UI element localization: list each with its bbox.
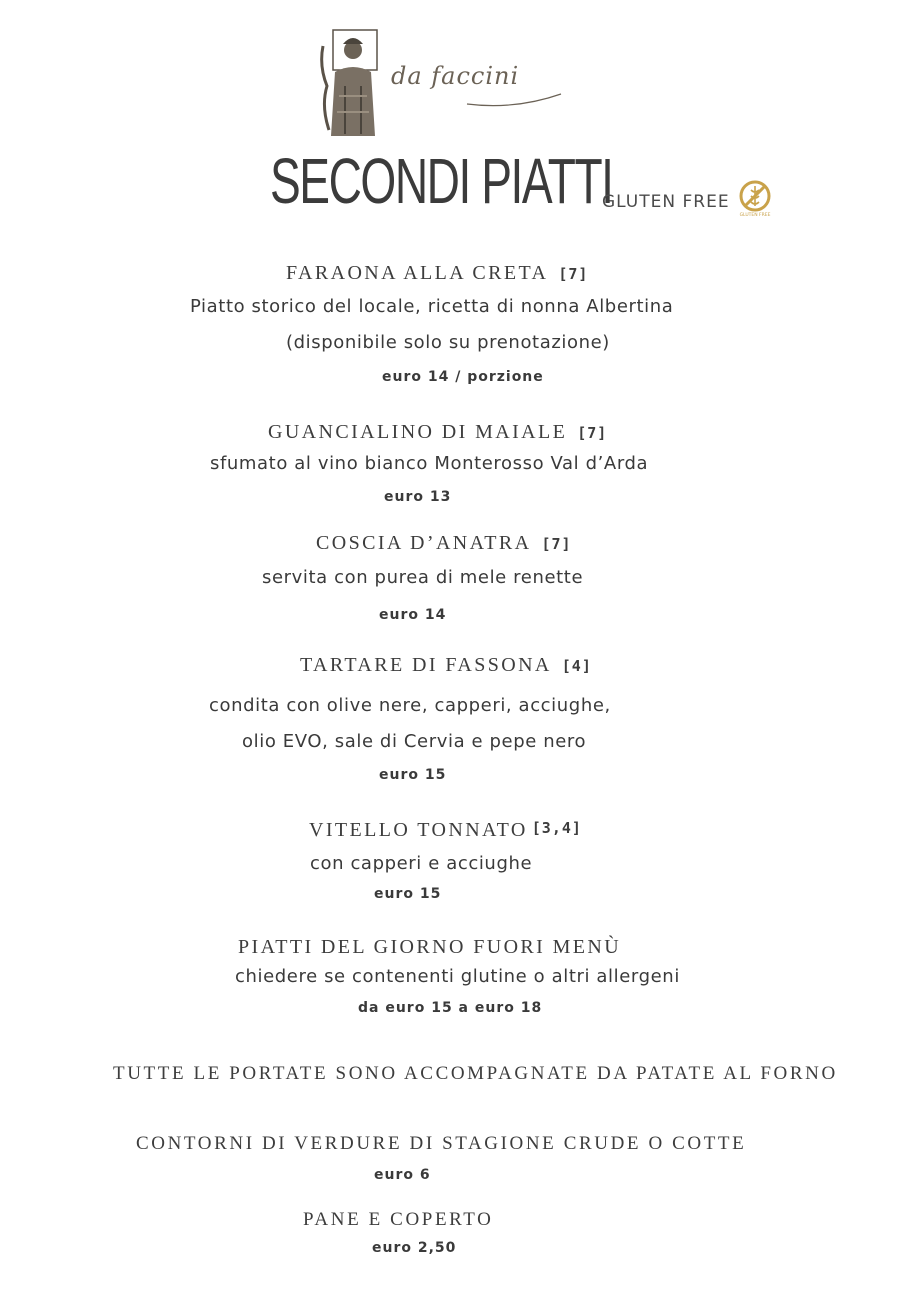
dish-name: VITELLO TONNATO [3,4] — [309, 819, 582, 841]
dish-description: condita con olive nere, capperi, acciughe, — [209, 695, 611, 716]
dish-description: con capperi e acciughe — [310, 853, 533, 874]
bread-note: PANE E COPERTO — [303, 1209, 494, 1230]
allergen-codes: [4] — [561, 657, 592, 675]
dish-description: Piatto storico del locale, ricetta di nonna Albertina — [190, 296, 674, 317]
dish-name: PIATTI DEL GIORNO FUORI MENÙ — [238, 936, 622, 958]
dish-description: sfumato al vino bianco Monterosso Val d’Arda — [210, 453, 649, 474]
dish-price: euro 14 / porzione — [382, 369, 544, 385]
dish-description: olio EVO, sale di Cervia e pepe nero — [242, 731, 587, 752]
dish-price: euro 15 — [374, 886, 442, 902]
dish-name: FARAONA ALLA CRETA [7] — [286, 262, 589, 284]
dish-name: COSCIA D’ANATRA [7] — [316, 532, 572, 554]
dish-name: GUANCIALINO DI MAIALE [7] — [268, 421, 608, 443]
dish-description: (disponibile solo su prenotazione) — [286, 332, 610, 353]
dish-name: TARTARE DI FASSONA [4] — [300, 654, 592, 676]
vegetables-note: CONTORNI DI VERDURE DI STAGIONE CRUDE O COTTE — [136, 1133, 747, 1154]
gluten-free-badge-text: GLUTEN FREE — [739, 213, 771, 218]
dish-description: chiedere se contenenti glutine o altri allergeni — [235, 966, 680, 987]
allergen-codes: [7] — [558, 265, 589, 283]
chef-portrait-icon — [315, 26, 385, 142]
brand-name: da faccini — [391, 62, 520, 90]
dish-price: euro 14 — [379, 607, 447, 623]
dish-price: da euro 15 a euro 18 — [358, 1000, 543, 1016]
gluten-free-icon — [737, 180, 773, 218]
dish-price: euro 13 — [384, 489, 452, 505]
restaurant-logo — [315, 26, 565, 142]
bread-price: euro 2,50 — [372, 1240, 457, 1256]
sides-note: TUTTE LE PORTATE SONO ACCOMPAGNATE DA PATATE AL FORNO — [113, 1063, 838, 1084]
allergen-codes: [3,4] — [531, 819, 582, 837]
gluten-free-label: GLUTEN FREE — [602, 192, 730, 212]
vegetables-price: euro 6 — [374, 1167, 431, 1183]
logo-flourish — [465, 88, 565, 110]
page-title: SECONDI PIATTI — [270, 145, 613, 217]
dish-price: euro 15 — [379, 767, 447, 783]
dish-description: servita con purea di mele renette — [262, 567, 584, 588]
allergen-codes: [7] — [541, 535, 572, 553]
allergen-codes: [7] — [577, 424, 608, 442]
